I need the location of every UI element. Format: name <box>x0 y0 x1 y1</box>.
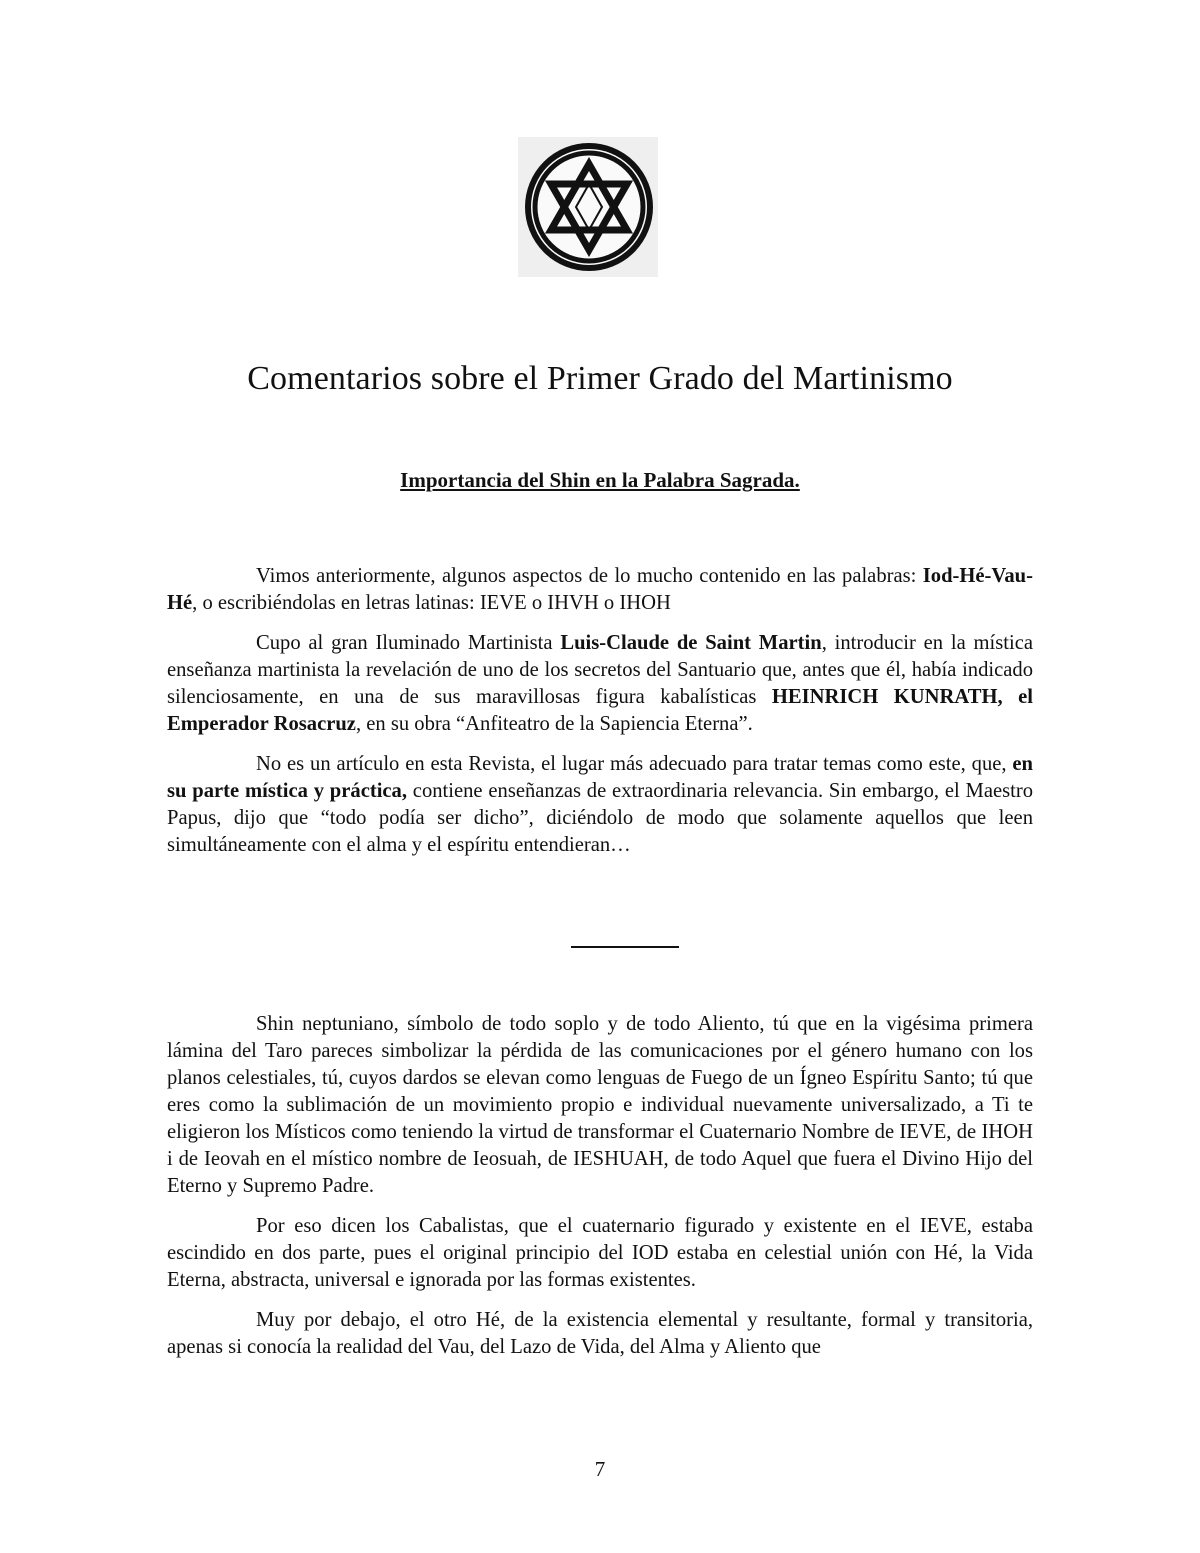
paragraph-4: Shin neptuniano, símbolo de todo soplo y de todo Aliento, tú que en la vigésima primera lámina del Taro pareces simbolizar la pérdida de las comunicaciones por el género humano con los planos celestiales, tú, cuyos dardos se elevan como lenguas de Fuego de un Ígneo Espíritu Santo; tú que eres como la sublimación de un movimiento propio e individual nuevamente universalizado, a Ti te eligieron los Místicos como teniendo la virtud de transformar el Cuaternario Nombre de IEVE, de IHOH i de Ieovah en el místico nombre de Ieosuah, de IESHUAH, de todo Aquel que fuera el Divino Hijo del Eterno y Supremo Padre. <box>167 1013 1033 1197</box>
bold-phrase: en su parte mística y práctica, <box>167 753 1033 802</box>
paragraph-6: Muy por debajo, el otro Hé, de la existencia elemental y resultante, formal y transitoria, apenas si conocía la realidad del Vau, del Lazo de Vida, del Alma y Aliento que <box>167 1309 1033 1358</box>
bold-name: Luis-Claude de Saint Martin <box>560 632 822 654</box>
hexagram-circle-emblem <box>518 137 658 277</box>
body-section-2 <box>167 1011 1033 1374</box>
body-section-1 <box>167 563 1033 872</box>
paragraph-1: Vimos anteriormente, algunos aspectos de lo mucho contenido en las palabras: Iod-Hé-Vau-Hé, o escribiéndolas en letras latinas: IEVE o IHVH o IHOH <box>167 565 1033 614</box>
paragraph-2: Cupo al gran Iluminado Martinista Luis-Claude de Saint Martin, introducir en la mística enseñanza martinista la revelación de uno de los secretos del Santuario que, antes que él, había indicado silenciosamente, en una de sus maravillosas figura kabalísticas HEINRICH KUNRATH, el Emperador Rosacruz, en su obra “Anfiteatro de la Sapiencia Eterna”. <box>167 632 1033 735</box>
page-number: 7 <box>594 1457 606 1481</box>
hexagram-circle-icon <box>518 137 658 277</box>
page-title: Comentarios sobre el Primer Grado del Martinismo <box>247 360 953 397</box>
bold-name: HEINRICH KUNRATH, el Emperador Rosacruz <box>167 686 1033 735</box>
section-subtitle: Importancia del Shin en la Palabra Sagrada. <box>400 468 800 492</box>
paragraph-3: No es un artículo en esta Revista, el lugar más adecuado para tratar temas como este, que, en su parte mística y práctica, contiene enseñanzas de extraordinaria relevancia. Sin embargo, el Maestro Papus, dijo que “todo podía ser dicho”, diciéndolo de modo que solamente aquellos que leen simultáneamente con el alma y el espíritu entendieran… <box>167 753 1033 856</box>
bold-term: Iod-Hé-Vau-Hé <box>167 565 1033 614</box>
section-divider <box>571 946 679 948</box>
paragraph-5: Por eso dicen los Cabalistas, que el cuaternario figurado y existente en el IEVE, estaba escindido en dos parte, pues el original principio del IOD estaba en celestial unión con Hé, la Vida Eterna, abstracta, universal e ignorada por las formas existentes. <box>167 1215 1033 1291</box>
